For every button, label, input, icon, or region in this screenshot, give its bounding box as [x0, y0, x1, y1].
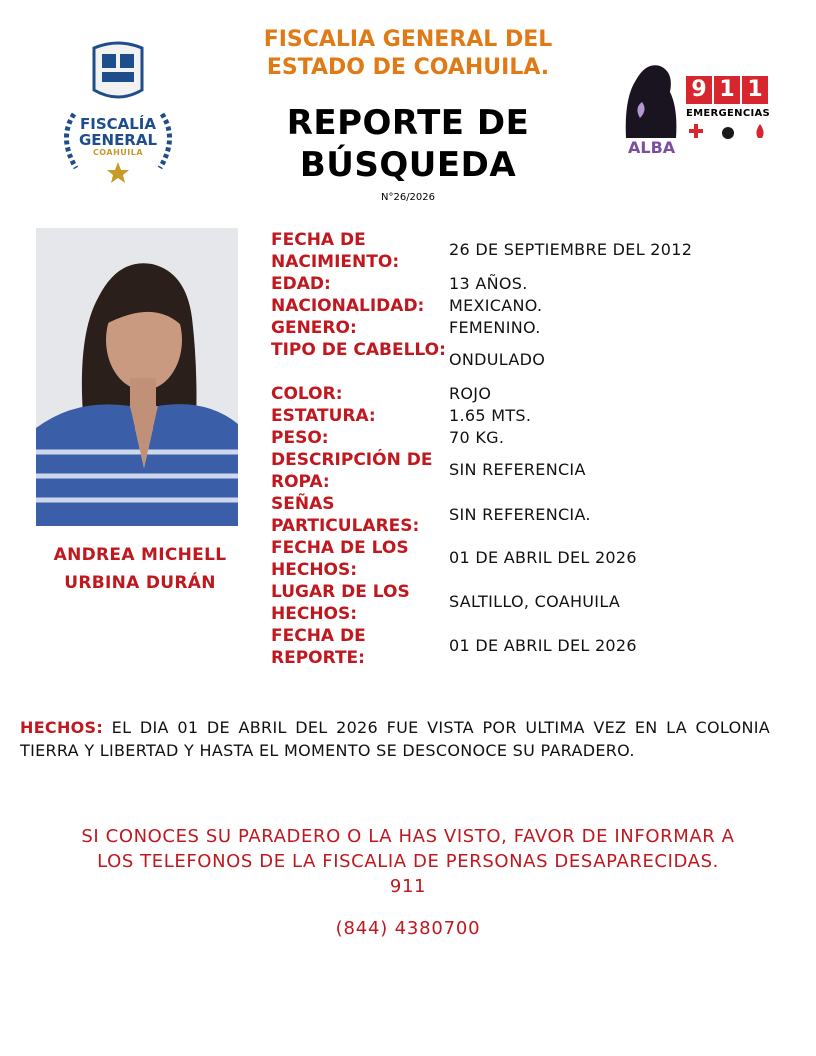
label-genero: GENERO: — [271, 318, 357, 338]
logo-text-general: GENERAL — [78, 131, 158, 149]
value-edad: 13 AÑOS. — [449, 274, 528, 293]
label-tipo-cabello: TIPO DE CABELLO: — [271, 340, 446, 360]
label-lugar-hechos: LUGAR DE LOS HECHOS: — [271, 582, 410, 624]
value-descripcion-ropa: SIN REFERENCIA — [449, 460, 586, 479]
alba-911-logos — [620, 58, 780, 166]
label-nacionalidad: NACIONALIDAD: — [271, 296, 425, 316]
emergencias-text: EMERGENCIAS — [686, 108, 771, 119]
emergency-services-icon — [688, 122, 772, 140]
value-nacionalidad: MEXICANO. — [449, 296, 543, 315]
value-fecha-hechos: 01 DE ABRIL DEL 2026 — [449, 548, 637, 567]
label-fecha-nacimiento: FECHA DE NACIMIENTO: — [271, 230, 400, 272]
appeal-line-2: LOS TELEFONOS DE LA FISCALIA DE PERSONAS DESAPARECIDAS. — [97, 851, 719, 872]
org-line-2: ESTADO DE COAHUILA. — [266, 55, 550, 80]
appeal-line-1: SI CONOCES SU PARADERO O LA HAS VISTO, FAVOR DE INFORMAR A — [81, 826, 735, 847]
value-lugar-hechos: SALTILLO, COAHUILA — [449, 592, 621, 611]
report-number: N°26/2026 — [380, 192, 436, 203]
person-name — [28, 541, 252, 597]
digit-9: 9 — [686, 76, 712, 104]
report-title — [250, 102, 566, 186]
alba-text: ALBA — [628, 138, 676, 157]
value-color: ROJO — [449, 384, 492, 403]
value-estatura: 1.65 MTS. — [449, 406, 532, 425]
digit-1a: 1 — [714, 76, 740, 104]
label-peso: PESO: — [271, 428, 329, 448]
emergency-911-badge — [686, 76, 768, 104]
label-fecha-hechos: FECHA DE LOS HECHOS: — [271, 538, 409, 580]
label-color: COLOR: — [271, 384, 343, 404]
contact-appeal — [20, 824, 796, 899]
protocolo-alba-silhouette-icon — [620, 58, 682, 140]
value-tipo-cabello: ONDULADO — [449, 350, 546, 369]
digit-1b: 1 — [742, 76, 768, 104]
value-fecha-nacimiento: 26 DE SEPTIEMBRE DEL 2012 — [449, 240, 693, 259]
fiscalia-logo — [54, 38, 182, 188]
title-line-2: BÚSQUEDA — [299, 145, 517, 185]
label-edad: EDAD: — [271, 274, 331, 294]
label-senas-particulares: SEÑAS PARTICULARES: — [271, 494, 420, 536]
org-line-1: FISCALIA GENERAL DEL — [263, 27, 553, 52]
hechos-label: HECHOS: — [20, 718, 104, 737]
value-fecha-reporte: 01 DE ABRIL DEL 2026 — [449, 636, 637, 655]
value-peso: 70 KG. — [449, 428, 505, 447]
organization-name — [230, 26, 586, 82]
coat-of-arms-icon — [54, 38, 182, 188]
name-line-2: URBINA DURÁN — [64, 573, 216, 593]
logo-text-fiscalia: FISCALÍA — [80, 115, 156, 133]
label-fecha-reporte: FECHA DE REPORTE: — [271, 626, 366, 668]
missing-person-photo — [36, 228, 238, 526]
value-genero: FEMENINO. — [449, 318, 541, 337]
name-line-1: ANDREA MICHELL — [53, 545, 227, 565]
contact-phone: (844) 4380700 — [335, 918, 481, 939]
label-estatura: ESTATURA: — [271, 406, 376, 426]
appeal-line-911: 911 — [389, 876, 427, 897]
label-descripcion-ropa: DESCRIPCIÓN DE ROPA: — [271, 450, 433, 492]
title-line-1: REPORTE DE — [286, 103, 530, 143]
hechos-paragraph — [20, 716, 770, 762]
value-senas-particulares: SIN REFERENCIA. — [449, 505, 591, 524]
person-photo-icon — [36, 228, 238, 526]
hechos-text: EL DIA 01 DE ABRIL DEL 2026 FUE VISTA POR ULTIMA VEZ EN LA COLONIA TIERRA Y LIBERTAD Y HASTA EL MOMENTO SE DESCONOCE SU PARADERO. — [20, 718, 770, 760]
logo-text-coahuila: COAHUILA — [92, 148, 144, 157]
